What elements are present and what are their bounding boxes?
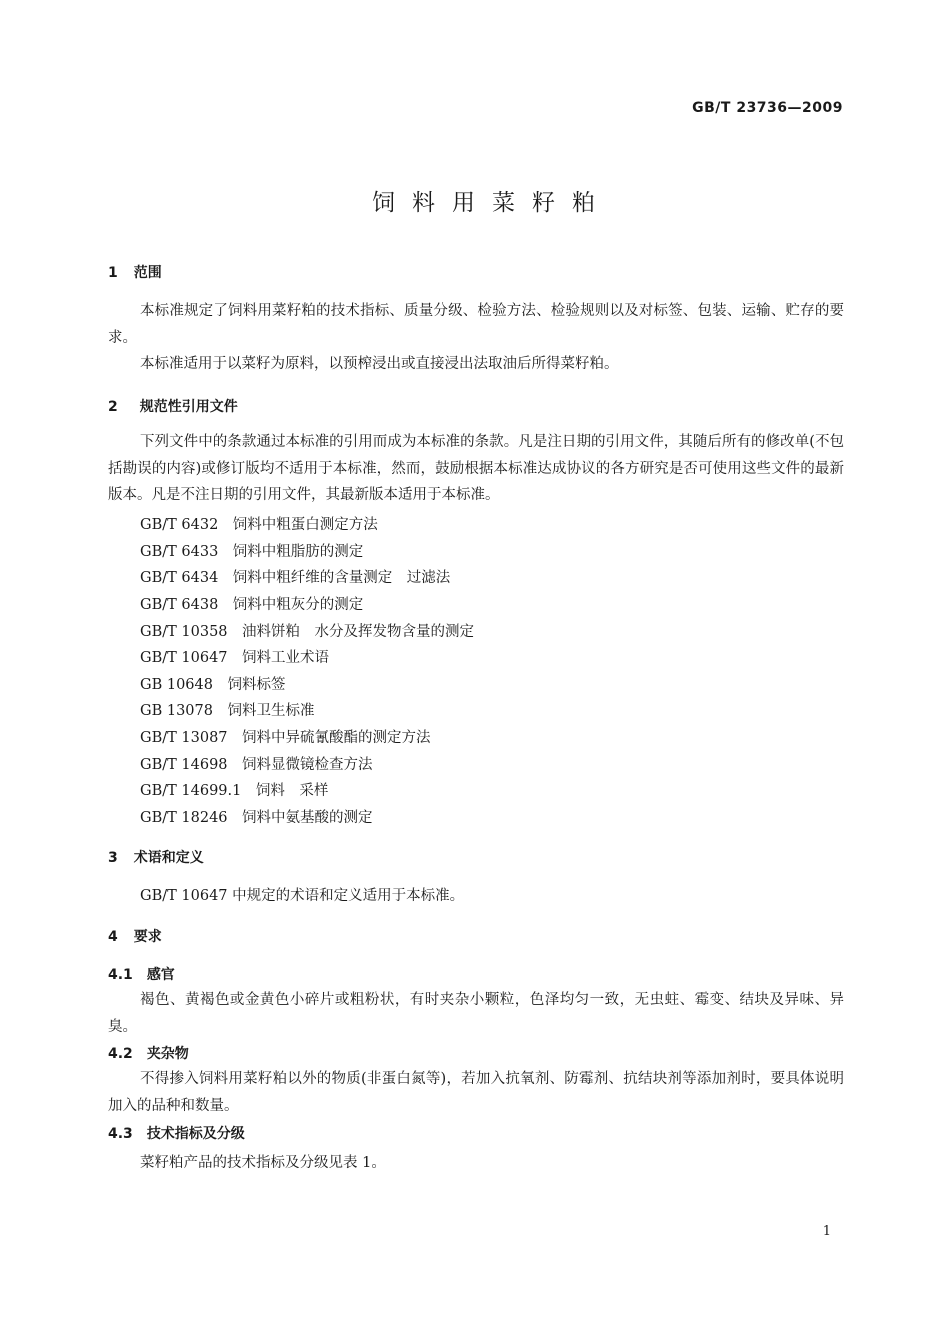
section-1-paragraph-2: 本标准适用于以菜籽为原料，以预榨浸出或直接浸出法取油后所得菜籽粕。	[140, 356, 619, 372]
reference-item: GB/T 14698 饲料显微镜检查方法	[140, 757, 373, 773]
section-3-number: 3	[108, 850, 118, 866]
reference-item: GB/T 10358 油料饼粕 水分及挥发物含量的测定	[140, 624, 475, 640]
subsection-4-3-paragraph: 菜籽粕产品的技术指标及分级见表 1。	[140, 1155, 386, 1171]
section-1-paragraph-1: 本标准规定了饲料用菜籽粕的技术指标、质量分级、检验方法、检验规则以及对标签、包装、运输、贮存的要求。	[108, 303, 844, 346]
section-1-number: 1	[108, 265, 118, 281]
subsection-4-3-title: 技术指标及分级	[146, 1126, 245, 1142]
subsection-4-3-number: 4.3	[108, 1126, 133, 1142]
reference-item: GB/T 6438 饲料中粗灰分的测定	[140, 597, 364, 613]
section-1-heading	[108, 262, 162, 282]
subsection-4-3-heading	[108, 1123, 245, 1143]
subsection-4-2-title: 夹杂物	[146, 1046, 189, 1062]
reference-item: GB 10648 饲料标签	[140, 677, 286, 693]
reference-item: GB/T 18246 饲料中氨基酸的测定	[140, 810, 373, 826]
reference-item: GB/T 6434 饲料中粗纤维的含量测定 过滤法	[140, 570, 451, 586]
reference-item: GB/T 10647 饲料工业术语	[140, 650, 330, 666]
standard-number: GB/T 23736—2009	[692, 100, 843, 116]
section-4-number: 4	[108, 929, 118, 945]
section-2-paragraph: 下列文件中的条款通过本标准的引用而成为本标准的条款。凡是注日期的引用文件，其随后所有的修改单(不包括勘误的内容)或修订版均不适用于本标准，然而，鼓励根据本标准达成协议的各方研究是否可使用这些文件的最新版本。凡是不注日期的引用文件，其最新版本适用于本标准。	[108, 434, 844, 503]
reference-item: GB 13078 饲料卫生标准	[140, 703, 315, 719]
section-2-title: 规范性引用文件	[139, 399, 238, 415]
reference-item: GB/T 6432 饲料中粗蛋白测定方法	[140, 517, 378, 533]
reference-item: GB/T 14699.1 饲料 采样	[140, 783, 329, 799]
section-2-number: 2	[108, 399, 118, 415]
subsection-4-2-paragraph: 不得掺入饲料用菜籽粕以外的物质(非蛋白氮等)，若加入抗氧剂、防霉剂、抗结块剂等添加剂时，要具体说明加入的品种和数量。	[108, 1071, 844, 1114]
section-1-title: 范围	[133, 265, 162, 281]
subsection-4-1-number: 4.1	[108, 967, 133, 983]
section-3-paragraph: GB/T 10647 中规定的术语和定义适用于本标准。	[140, 888, 465, 904]
section-3-title: 术语和定义	[133, 850, 204, 866]
subsection-4-1-title: 感官	[146, 967, 175, 983]
subsection-4-1-paragraph: 褐色、黄褐色或金黄色小碎片或粗粉状，有时夹杂小颗粒，色泽均匀一致，无虫蛀、霉变、结块及异味、异臭。	[108, 992, 844, 1035]
subsection-4-2-number: 4.2	[108, 1046, 133, 1062]
section-2-heading	[108, 396, 238, 416]
section-4-heading	[108, 926, 162, 946]
reference-item: GB/T 6433 饲料中粗脂肪的测定	[140, 544, 364, 560]
subsection-4-1-heading	[108, 964, 175, 984]
subsection-4-2-heading	[108, 1043, 189, 1063]
page-number: 1	[822, 1224, 831, 1239]
section-4-title: 要求	[133, 929, 162, 945]
reference-item: GB/T 13087 饲料中异硫氰酸酯的测定方法	[140, 730, 431, 746]
document-title: 饲料用菜籽粕	[372, 190, 612, 216]
section-3-heading	[108, 847, 204, 867]
